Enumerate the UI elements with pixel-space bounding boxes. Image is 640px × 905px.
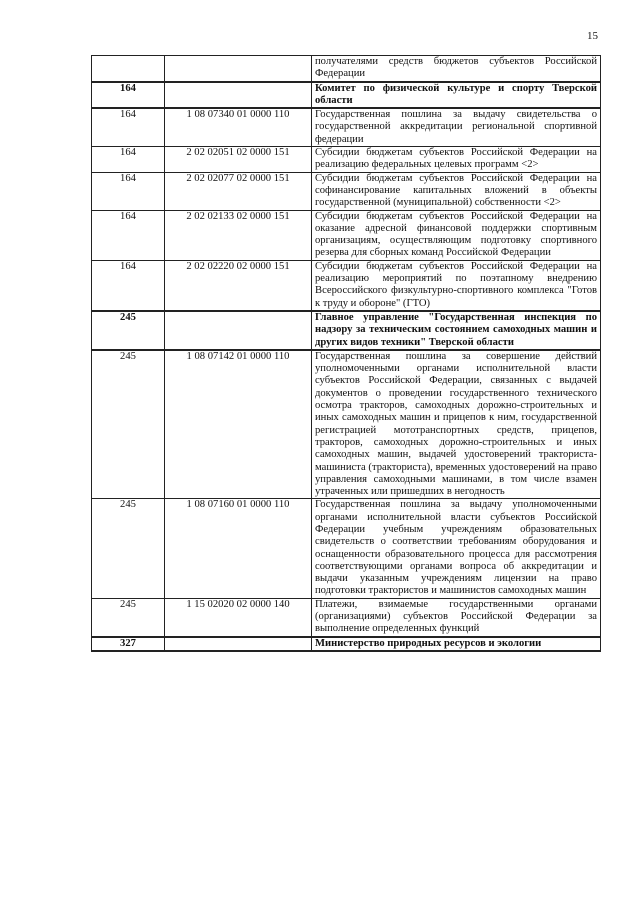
- revenue-name-cell: Главное управление "Государственная инспекция по надзору за техническим состоянием самоходных машин и других видов техники" Тверской области: [312, 311, 601, 350]
- revenue-admin-table: [91, 55, 601, 652]
- table-row: [92, 147, 601, 173]
- admin-code-cell: 164: [92, 82, 165, 109]
- admin-code-cell: 245: [92, 350, 165, 499]
- budget-code-cell: 1 15 02020 02 0000 140: [165, 598, 312, 636]
- revenue-name-cell: Платежи, взимаемые государственными органами (организациями) субъектов Российской Федерации за выполнение определенных функций: [312, 598, 601, 636]
- page-number: 15: [587, 30, 598, 42]
- admin-code-cell: 245: [92, 499, 165, 598]
- revenue-name-cell: Субсидии бюджетам субъектов Российской Федерации на софинансирование капитальных вложений в объекты государственной (муниципальной) собственности <2>: [312, 172, 601, 210]
- revenue-name-cell: Государственная пошлина за выдачу свидетельства о государственной аккредитации региональной спортивной федерации: [312, 108, 601, 146]
- table-group-row: [92, 82, 601, 109]
- revenue-name-cell: Министерство природных ресурсов и экологии: [312, 637, 601, 651]
- budget-code-cell: [165, 637, 312, 651]
- revenue-name-cell: Государственная пошлина за выдачу уполномоченными органами исполнительной власти субъектов Российской Федерации учебным учреждениям образовательных свидетельств о соответствии требованиям оборудования и оснащенности образовательного процесса для рассмотрения соответствующими органами вопроса об аккредитации и выдачи указанным учреждениям лицензии на право подготовки трактористов и машинистов самоходных машин: [312, 499, 601, 598]
- table-row: [92, 172, 601, 210]
- table-group-row: [92, 637, 601, 651]
- budget-code-cell: [165, 82, 312, 109]
- revenue-name-cell: Субсидии бюджетам субъектов Российской Федерации на реализацию мероприятий по поэтапному внедрению Всероссийского физкультурно-спортивного комплекса "Готов к труду и обороне" (ГТО): [312, 260, 601, 311]
- revenue-name-cell: Субсидии бюджетам субъектов Российской Федерации на реализацию федеральных целевых программ <2>: [312, 147, 601, 173]
- budget-code-cell: 1 08 07160 01 0000 110: [165, 499, 312, 598]
- table-row: [92, 210, 601, 260]
- table-row: [92, 598, 601, 636]
- table-row: [92, 108, 601, 146]
- budget-code-cell: 1 08 07340 01 0000 110: [165, 108, 312, 146]
- budget-code-cell: 2 02 02133 02 0000 151: [165, 210, 312, 260]
- revenue-name-cell: Субсидии бюджетам субъектов Российской Федерации на оказание адресной финансовой поддержки спортивным организациям, осуществляющим подготовку спортивного резерва для сборных команд Российской Федерации: [312, 210, 601, 260]
- budget-code-cell: [165, 311, 312, 350]
- admin-code-cell: 164: [92, 147, 165, 173]
- table-row: [92, 260, 601, 311]
- table-body: [92, 56, 601, 651]
- budget-code-cell: [165, 56, 312, 82]
- revenue-name-cell: Государственная пошлина за совершение действий уполномоченными органами исполнительной власти субъектов Российской Федерации, связанных с выдачей документов о проведении государственного технического осмотра тракторов, самоходных дорожно-строительных и иных самоходных машин и прицепов к ним, государственной регистрацией мототранспортных средств, прицепов, тракторов, самоходных дорожно-строительных и иных самоходных машин, выдачей удостоверений тракториста-машиниста (тракториста), временных удостоверений на право управления самоходными машинами, в том числе взамен утраченных или пришедших в негодность: [312, 350, 601, 499]
- budget-code-cell: 2 02 02051 02 0000 151: [165, 147, 312, 173]
- budget-code-cell: 2 02 02220 02 0000 151: [165, 260, 312, 311]
- table-group-row: [92, 311, 601, 350]
- budget-code-cell: 2 02 02077 02 0000 151: [165, 172, 312, 210]
- admin-code-cell: 164: [92, 210, 165, 260]
- admin-code-cell: 327: [92, 637, 165, 651]
- admin-code-cell: [92, 56, 165, 82]
- revenue-name-cell: получателями средств бюджетов субъектов Российской Федерации: [312, 56, 601, 82]
- table-row: [92, 350, 601, 499]
- admin-code-cell: 245: [92, 311, 165, 350]
- admin-code-cell: 164: [92, 172, 165, 210]
- admin-code-cell: 245: [92, 598, 165, 636]
- budget-code-cell: 1 08 07142 01 0000 110: [165, 350, 312, 499]
- revenue-name-cell: Комитет по физической культуре и спорту Тверской области: [312, 82, 601, 109]
- admin-code-cell: 164: [92, 108, 165, 146]
- table-row: [92, 499, 601, 598]
- admin-code-cell: 164: [92, 260, 165, 311]
- table-row: [92, 56, 601, 82]
